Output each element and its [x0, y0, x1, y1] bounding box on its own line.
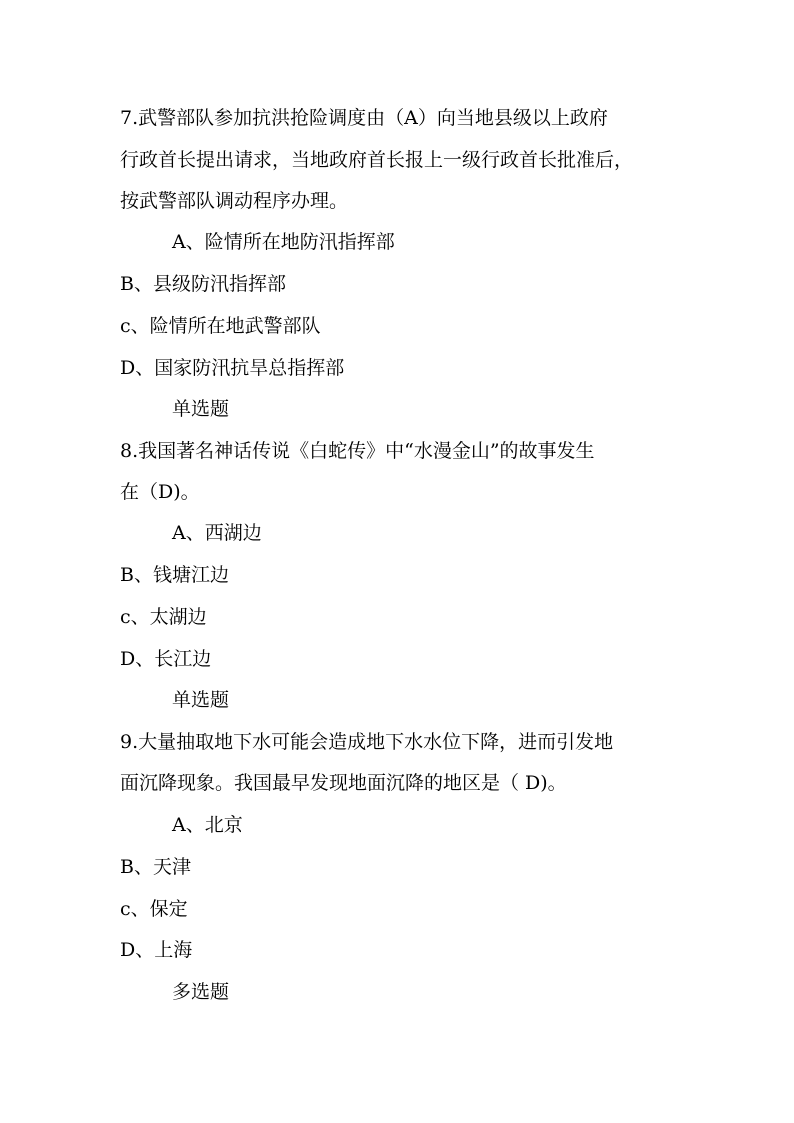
q7-option-a: A、险情所在地防汛指挥部 — [172, 231, 395, 253]
q9-stem-line-2: 面沉降现象。我国最早发现地面沉降的地区是（ D)。 — [120, 772, 567, 794]
q9-option-c: c、保定 — [120, 898, 188, 920]
q7-stem-line-2: 行政首长提出请求，当地政府首长报上一级行政首长批准后， — [120, 149, 634, 171]
q7-stem-line-1: 7.武警部队参加抗洪抢险调度由（A）向当地县级以上政府 — [120, 107, 608, 129]
q8-option-a: A、西湖边 — [172, 522, 262, 544]
q7-option-d: D、国家防汛抗旱总指挥部 — [120, 357, 345, 379]
question-type-label: 单选题 — [172, 689, 230, 711]
q8-stem-line-2: 在（D)。 — [120, 481, 200, 503]
question-type-label: 单选题 — [172, 398, 230, 420]
q9-option-b: B、天津 — [120, 856, 191, 878]
q9-option-d: D、上海 — [120, 939, 193, 961]
q7-stem-line-3: 按武警部队调动程序办理。 — [120, 190, 349, 212]
q8-stem-line-1: 8.我国著名神话传说《白蛇传》中“水漫金山”的故事发生 — [120, 440, 595, 462]
question-type-label: 多选题 — [172, 981, 230, 1003]
q9-stem-line-1: 9.大量抽取地下水可能会造成地下水水位下降，进而引发地 — [120, 731, 614, 753]
q7-option-b: B、县级防汛指挥部 — [120, 273, 286, 295]
q7-option-c: c、险情所在地武警部队 — [120, 315, 321, 337]
q8-option-b: B、钱塘江边 — [120, 564, 229, 586]
q8-option-d: D、长江边 — [120, 648, 212, 670]
q9-option-a: A、北京 — [172, 814, 243, 836]
q8-option-c: c、太湖边 — [120, 606, 207, 628]
